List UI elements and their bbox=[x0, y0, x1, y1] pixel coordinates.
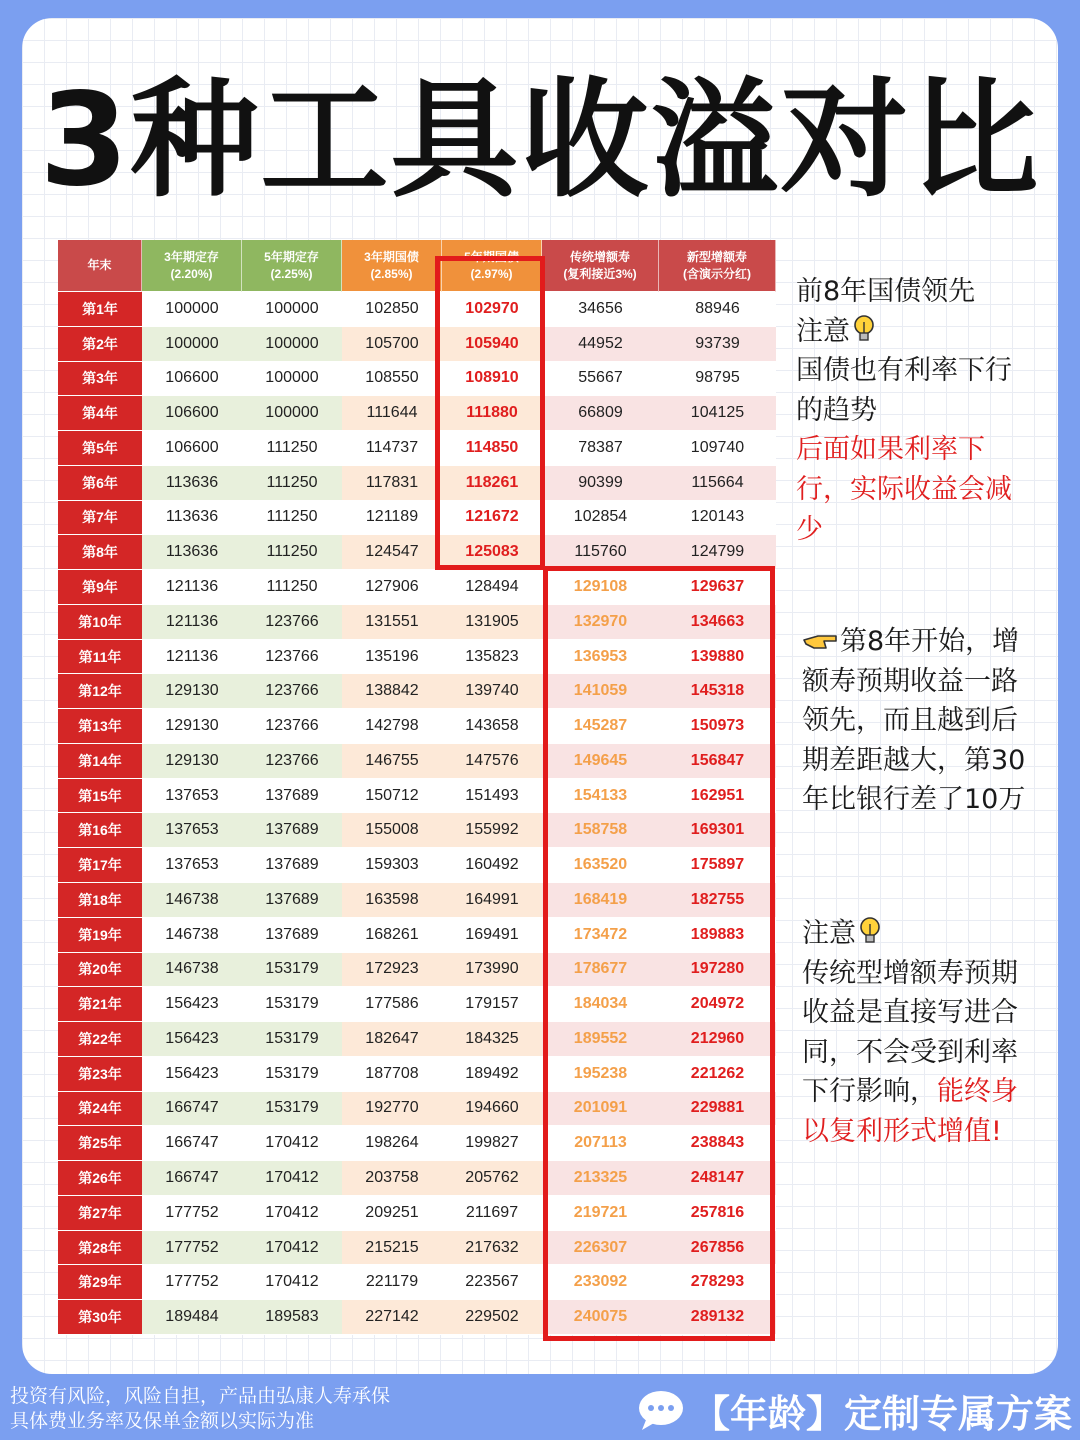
value-cell: 168261 bbox=[342, 918, 442, 953]
value-cell: 156423 bbox=[142, 1022, 242, 1057]
value-cell: 229502 bbox=[442, 1300, 542, 1335]
value-cell: 219721 bbox=[542, 1196, 659, 1231]
value-cell: 135823 bbox=[442, 640, 542, 675]
year-cell: 第1年 bbox=[58, 292, 142, 327]
value-cell: 158758 bbox=[542, 813, 659, 848]
table-row bbox=[58, 327, 776, 362]
year-cell: 第16年 bbox=[58, 813, 142, 848]
header-rate: (2.97%) bbox=[470, 266, 513, 281]
year-cell: 第5年 bbox=[58, 431, 142, 466]
value-cell: 139740 bbox=[442, 674, 542, 709]
header-label: 5年期定存 bbox=[264, 249, 319, 264]
value-cell: 123766 bbox=[242, 674, 342, 709]
value-cell: 198264 bbox=[342, 1126, 442, 1161]
value-cell: 189883 bbox=[659, 918, 776, 953]
value-cell: 170412 bbox=[242, 1231, 342, 1266]
year-cell: 第29年 bbox=[58, 1265, 142, 1300]
note-attention bbox=[796, 312, 1026, 352]
year-cell: 第30年 bbox=[58, 1300, 142, 1335]
year-cell: 第3年 bbox=[58, 362, 142, 397]
value-cell: 105940 bbox=[442, 327, 542, 362]
value-cell: 150712 bbox=[342, 779, 442, 814]
value-cell: 168419 bbox=[542, 883, 659, 918]
value-cell: 146738 bbox=[142, 953, 242, 988]
value-cell: 217632 bbox=[442, 1231, 542, 1266]
value-cell: 118261 bbox=[442, 466, 542, 501]
value-cell: 153179 bbox=[242, 953, 342, 988]
value-cell: 131905 bbox=[442, 605, 542, 640]
value-cell: 189492 bbox=[442, 1057, 542, 1092]
value-cell: 221262 bbox=[659, 1057, 776, 1092]
value-cell: 212960 bbox=[659, 1022, 776, 1057]
value-cell: 199827 bbox=[442, 1126, 542, 1161]
value-cell: 137689 bbox=[242, 918, 342, 953]
value-cell: 156423 bbox=[142, 987, 242, 1022]
disclaimer bbox=[10, 1384, 450, 1434]
value-cell: 154133 bbox=[542, 779, 659, 814]
value-cell: 113636 bbox=[142, 501, 242, 536]
year-cell: 第18年 bbox=[58, 883, 142, 918]
value-cell: 129108 bbox=[542, 570, 659, 605]
value-cell: 34656 bbox=[542, 292, 659, 327]
value-cell: 115760 bbox=[542, 535, 659, 570]
header-rate: (含演示分红) bbox=[683, 266, 751, 281]
value-cell: 121136 bbox=[142, 640, 242, 675]
value-cell: 98795 bbox=[659, 362, 776, 397]
value-cell: 145287 bbox=[542, 709, 659, 744]
note-traditional bbox=[802, 914, 1032, 1152]
value-cell: 169491 bbox=[442, 918, 542, 953]
value-cell: 127906 bbox=[342, 570, 442, 605]
value-cell: 137689 bbox=[242, 883, 342, 918]
value-cell: 172923 bbox=[342, 953, 442, 988]
table-row bbox=[58, 292, 776, 327]
value-cell: 169301 bbox=[659, 813, 776, 848]
header-5yr-deposit bbox=[242, 240, 342, 292]
year-cell: 第26年 bbox=[58, 1161, 142, 1196]
header-label: 传统增额寿 bbox=[569, 249, 630, 264]
value-cell: 44952 bbox=[542, 327, 659, 362]
table-row bbox=[58, 535, 776, 570]
year-cell: 第19年 bbox=[58, 918, 142, 953]
value-cell: 170412 bbox=[242, 1265, 342, 1300]
header-label: 新型增额寿 bbox=[686, 249, 747, 264]
value-cell: 121136 bbox=[142, 570, 242, 605]
value-cell: 139880 bbox=[659, 640, 776, 675]
value-cell: 153179 bbox=[242, 987, 342, 1022]
lightbulb-icon bbox=[852, 314, 876, 344]
value-cell: 267856 bbox=[659, 1231, 776, 1266]
year-cell: 第28年 bbox=[58, 1231, 142, 1266]
value-cell: 240075 bbox=[542, 1300, 659, 1335]
value-cell: 102850 bbox=[342, 292, 442, 327]
value-cell: 147576 bbox=[442, 744, 542, 779]
header-label: 3年期国债 bbox=[364, 249, 419, 264]
value-cell: 111250 bbox=[242, 570, 342, 605]
value-cell: 125083 bbox=[442, 535, 542, 570]
year-cell: 第7年 bbox=[58, 501, 142, 536]
value-cell: 184034 bbox=[542, 987, 659, 1022]
year-cell: 第27年 bbox=[58, 1196, 142, 1231]
value-cell: 138842 bbox=[342, 674, 442, 709]
value-cell: 102970 bbox=[442, 292, 542, 327]
note-attention bbox=[802, 914, 1032, 954]
year-cell: 第8年 bbox=[58, 535, 142, 570]
year-cell: 第12年 bbox=[58, 674, 142, 709]
value-cell: 163598 bbox=[342, 883, 442, 918]
value-cell: 170412 bbox=[242, 1196, 342, 1231]
note-line: 注意 bbox=[802, 918, 856, 949]
note-line: 国债也有利率下行的趋势 bbox=[796, 355, 1012, 426]
value-cell: 213325 bbox=[542, 1161, 659, 1196]
value-cell: 143658 bbox=[442, 709, 542, 744]
value-cell: 100000 bbox=[242, 362, 342, 397]
value-cell: 162951 bbox=[659, 779, 776, 814]
value-cell: 207113 bbox=[542, 1126, 659, 1161]
year-cell: 第21年 bbox=[58, 987, 142, 1022]
year-cell: 第6年 bbox=[58, 466, 142, 501]
value-cell: 129130 bbox=[142, 744, 242, 779]
value-cell: 136953 bbox=[542, 640, 659, 675]
note-text: 传统型增额寿预期收益是直接写进合同，不会受到利率下行影响， bbox=[802, 957, 1018, 1108]
value-cell: 189484 bbox=[142, 1300, 242, 1335]
value-cell: 123766 bbox=[242, 640, 342, 675]
value-cell: 123766 bbox=[242, 709, 342, 744]
year-cell: 第9年 bbox=[58, 570, 142, 605]
value-cell: 111250 bbox=[242, 466, 342, 501]
note-bonds bbox=[796, 272, 1026, 549]
value-cell: 100000 bbox=[242, 396, 342, 431]
value-cell: 114737 bbox=[342, 431, 442, 466]
year-cell: 第25年 bbox=[58, 1126, 142, 1161]
value-cell: 195238 bbox=[542, 1057, 659, 1092]
value-cell: 189552 bbox=[542, 1022, 659, 1057]
header-new-insurance bbox=[659, 240, 776, 292]
value-cell: 90399 bbox=[542, 466, 659, 501]
value-cell: 111880 bbox=[442, 396, 542, 431]
header-label: 年末 bbox=[87, 258, 112, 272]
value-cell: 137653 bbox=[142, 813, 242, 848]
value-cell: 121136 bbox=[142, 605, 242, 640]
value-cell: 120143 bbox=[659, 501, 776, 536]
value-cell: 155992 bbox=[442, 813, 542, 848]
value-cell: 175897 bbox=[659, 848, 776, 883]
value-cell: 177586 bbox=[342, 987, 442, 1022]
header-3yr-bond bbox=[342, 240, 442, 292]
value-cell: 100000 bbox=[142, 327, 242, 362]
note-warning: 后面如果利率下行，实际收益会减少 bbox=[796, 434, 1012, 545]
value-cell: 170412 bbox=[242, 1126, 342, 1161]
value-cell: 155008 bbox=[342, 813, 442, 848]
table-row bbox=[58, 362, 776, 397]
cta-label: 【年龄】定制专属方案 bbox=[692, 1391, 1073, 1436]
value-cell: 182755 bbox=[659, 883, 776, 918]
value-cell: 177752 bbox=[142, 1196, 242, 1231]
year-cell: 第20年 bbox=[58, 953, 142, 988]
value-cell: 66809 bbox=[542, 396, 659, 431]
value-cell: 203758 bbox=[342, 1161, 442, 1196]
header-rate: (复利接近3%) bbox=[563, 266, 637, 281]
lightbulb-icon bbox=[858, 916, 882, 946]
year-cell: 第11年 bbox=[58, 640, 142, 675]
value-cell: 113636 bbox=[142, 535, 242, 570]
value-cell: 166747 bbox=[142, 1126, 242, 1161]
pointing-hand-icon bbox=[802, 628, 838, 652]
value-cell: 111250 bbox=[242, 501, 342, 536]
table-row bbox=[58, 501, 776, 536]
value-cell: 137689 bbox=[242, 779, 342, 814]
value-cell: 128494 bbox=[442, 570, 542, 605]
header-label: 3年期定存 bbox=[164, 249, 219, 264]
note-text: 第8年开始，增额寿预期收益一路领先，而且越到后期差距越大，第30年比银行差了10万 bbox=[802, 626, 1026, 816]
value-cell: 105700 bbox=[342, 327, 442, 362]
value-cell: 179157 bbox=[442, 987, 542, 1022]
value-cell: 108550 bbox=[342, 362, 442, 397]
value-cell: 100000 bbox=[242, 292, 342, 327]
value-cell: 123766 bbox=[242, 605, 342, 640]
value-cell: 173990 bbox=[442, 953, 542, 988]
value-cell: 163520 bbox=[542, 848, 659, 883]
value-cell: 106600 bbox=[142, 362, 242, 397]
value-cell: 223567 bbox=[442, 1265, 542, 1300]
year-cell: 第10年 bbox=[58, 605, 142, 640]
value-cell: 100000 bbox=[142, 292, 242, 327]
value-cell: 146755 bbox=[342, 744, 442, 779]
custom-plan-cta[interactable] bbox=[636, 1384, 1072, 1436]
value-cell: 142798 bbox=[342, 709, 442, 744]
value-cell: 55667 bbox=[542, 362, 659, 397]
value-cell: 106600 bbox=[142, 396, 242, 431]
value-cell: 211697 bbox=[442, 1196, 542, 1231]
value-cell: 111250 bbox=[242, 535, 342, 570]
highlight-box-bonds bbox=[435, 256, 545, 570]
value-cell: 149645 bbox=[542, 744, 659, 779]
value-cell: 100000 bbox=[242, 327, 342, 362]
value-cell: 197280 bbox=[659, 953, 776, 988]
table-row bbox=[58, 466, 776, 501]
chat-bubble-icon bbox=[636, 1388, 686, 1432]
disclaimer-line: 投资有风险，风险自担，产品由弘康人寿承保 bbox=[10, 1385, 391, 1407]
header-year bbox=[58, 240, 142, 292]
value-cell: 114850 bbox=[442, 431, 542, 466]
value-cell: 109740 bbox=[659, 431, 776, 466]
value-cell: 182647 bbox=[342, 1022, 442, 1057]
value-cell: 131551 bbox=[342, 605, 442, 640]
value-cell: 129130 bbox=[142, 709, 242, 744]
value-cell: 209251 bbox=[342, 1196, 442, 1231]
year-cell: 第15年 bbox=[58, 779, 142, 814]
note-text-wrap bbox=[802, 954, 1032, 1152]
value-cell: 102854 bbox=[542, 501, 659, 536]
note-line: 注意 bbox=[796, 315, 850, 347]
value-cell: 111250 bbox=[242, 431, 342, 466]
value-cell: 146738 bbox=[142, 883, 242, 918]
value-cell: 115664 bbox=[659, 466, 776, 501]
value-cell: 132970 bbox=[542, 605, 659, 640]
value-cell: 129637 bbox=[659, 570, 776, 605]
year-cell: 第2年 bbox=[58, 327, 142, 362]
value-cell: 121189 bbox=[342, 501, 442, 536]
header-3yr-deposit bbox=[142, 240, 242, 292]
value-cell: 257816 bbox=[659, 1196, 776, 1231]
value-cell: 121672 bbox=[442, 501, 542, 536]
value-cell: 177752 bbox=[142, 1265, 242, 1300]
value-cell: 166747 bbox=[142, 1161, 242, 1196]
year-cell: 第13年 bbox=[58, 709, 142, 744]
value-cell: 233092 bbox=[542, 1265, 659, 1300]
value-cell: 113636 bbox=[142, 466, 242, 501]
value-cell: 227142 bbox=[342, 1300, 442, 1335]
year-cell: 第24年 bbox=[58, 1092, 142, 1127]
highlight-box-insurance bbox=[543, 566, 775, 1341]
value-cell: 153179 bbox=[242, 1022, 342, 1057]
value-cell: 173472 bbox=[542, 918, 659, 953]
value-cell: 117831 bbox=[342, 466, 442, 501]
header-rate: (2.25%) bbox=[270, 266, 313, 281]
value-cell: 88946 bbox=[659, 292, 776, 327]
value-cell: 187708 bbox=[342, 1057, 442, 1092]
value-cell: 123766 bbox=[242, 744, 342, 779]
value-cell: 137653 bbox=[142, 779, 242, 814]
year-cell: 第22年 bbox=[58, 1022, 142, 1057]
value-cell: 156423 bbox=[142, 1057, 242, 1092]
value-cell: 135196 bbox=[342, 640, 442, 675]
value-cell: 159303 bbox=[342, 848, 442, 883]
value-cell: 108910 bbox=[442, 362, 542, 397]
value-cell: 104125 bbox=[659, 396, 776, 431]
value-cell: 221179 bbox=[342, 1265, 442, 1300]
disclaimer-line: 具体费业务率及保单金额以实际为准 bbox=[10, 1410, 315, 1432]
value-cell: 124547 bbox=[342, 535, 442, 570]
value-cell: 93739 bbox=[659, 327, 776, 362]
value-cell: 166747 bbox=[142, 1092, 242, 1127]
value-cell: 129130 bbox=[142, 674, 242, 709]
value-cell: 289132 bbox=[659, 1300, 776, 1335]
header-rate: (2.85%) bbox=[370, 266, 413, 281]
value-cell: 248147 bbox=[659, 1161, 776, 1196]
note-text-wrap bbox=[802, 622, 1032, 820]
table-header-row bbox=[58, 240, 776, 292]
note-insurance-lead bbox=[802, 622, 1032, 820]
value-cell: 156847 bbox=[659, 744, 776, 779]
value-cell: 151493 bbox=[442, 779, 542, 814]
value-cell: 204972 bbox=[659, 987, 776, 1022]
year-cell: 第17年 bbox=[58, 848, 142, 883]
value-cell: 146738 bbox=[142, 918, 242, 953]
value-cell: 153179 bbox=[242, 1092, 342, 1127]
value-cell: 194660 bbox=[442, 1092, 542, 1127]
value-cell: 205762 bbox=[442, 1161, 542, 1196]
value-cell: 78387 bbox=[542, 431, 659, 466]
value-cell: 137689 bbox=[242, 813, 342, 848]
value-cell: 141059 bbox=[542, 674, 659, 709]
value-cell: 137653 bbox=[142, 848, 242, 883]
note-warning: 能终身以复利形式增值! bbox=[802, 1076, 1018, 1147]
value-cell: 160492 bbox=[442, 848, 542, 883]
value-cell: 145318 bbox=[659, 674, 776, 709]
header-label: 5年期国债 bbox=[464, 249, 519, 264]
value-cell: 111644 bbox=[342, 396, 442, 431]
note-line: 前8年国债领先 bbox=[796, 276, 976, 307]
value-cell: 170412 bbox=[242, 1161, 342, 1196]
value-cell: 153179 bbox=[242, 1057, 342, 1092]
value-cell: 189583 bbox=[242, 1300, 342, 1335]
value-cell: 201091 bbox=[542, 1092, 659, 1127]
year-cell: 第23年 bbox=[58, 1057, 142, 1092]
value-cell: 164991 bbox=[442, 883, 542, 918]
header-rate: (2.20%) bbox=[170, 266, 213, 281]
value-cell: 226307 bbox=[542, 1231, 659, 1266]
header-traditional-insurance bbox=[542, 240, 659, 292]
table-row bbox=[58, 431, 776, 466]
value-cell: 106600 bbox=[142, 431, 242, 466]
value-cell: 124799 bbox=[659, 535, 776, 570]
value-cell: 278293 bbox=[659, 1265, 776, 1300]
value-cell: 178677 bbox=[542, 953, 659, 988]
value-cell: 238843 bbox=[659, 1126, 776, 1161]
value-cell: 184325 bbox=[442, 1022, 542, 1057]
value-cell: 137689 bbox=[242, 848, 342, 883]
year-cell: 第14年 bbox=[58, 744, 142, 779]
value-cell: 177752 bbox=[142, 1231, 242, 1266]
page-title: 3种工具收溢对比 bbox=[39, 66, 1041, 215]
value-cell: 215215 bbox=[342, 1231, 442, 1266]
value-cell: 229881 bbox=[659, 1092, 776, 1127]
value-cell: 192770 bbox=[342, 1092, 442, 1127]
value-cell: 150973 bbox=[659, 709, 776, 744]
table-row bbox=[58, 396, 776, 431]
year-cell: 第4年 bbox=[58, 396, 142, 431]
value-cell: 134663 bbox=[659, 605, 776, 640]
content-card bbox=[22, 18, 1058, 1374]
